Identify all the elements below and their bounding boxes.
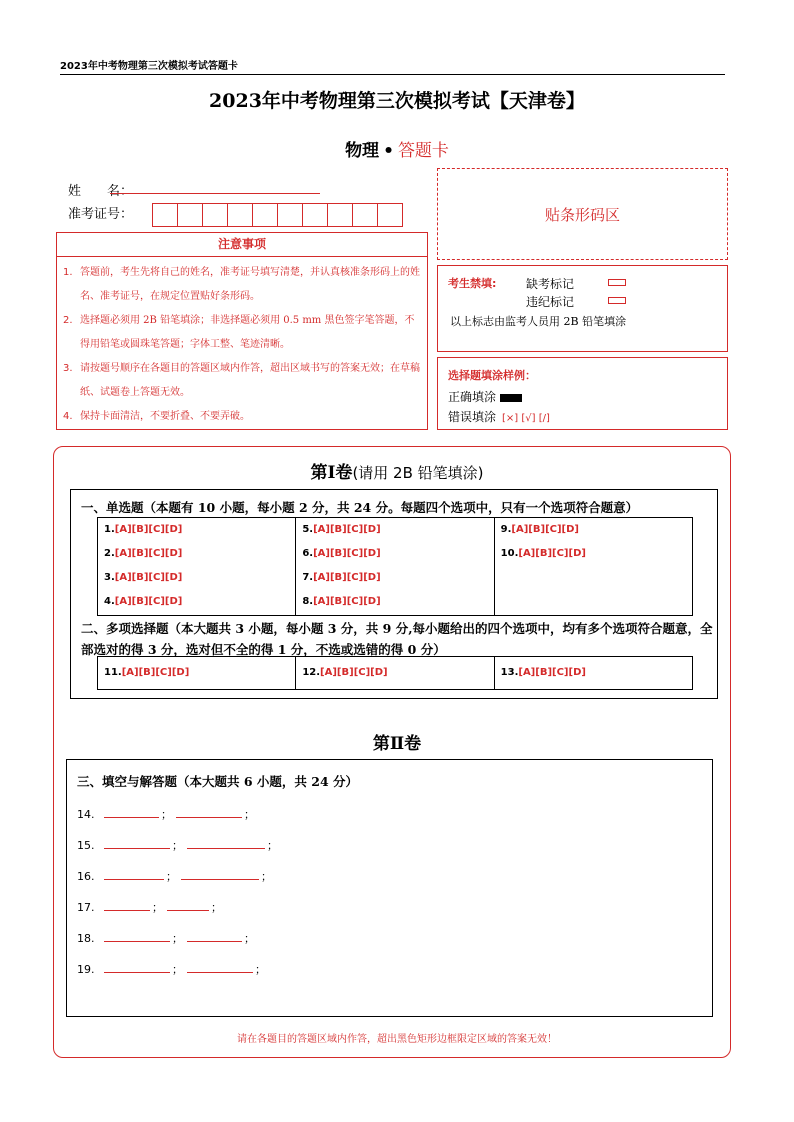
choice-question[interactable] xyxy=(302,594,493,618)
fill-in-row xyxy=(77,961,270,977)
choice-options[interactable]: [A][B][C][D] xyxy=(313,572,381,583)
exam-id-box[interactable] xyxy=(277,203,303,227)
notice-text: 选择题必须用 2B 铅笔填涂；非选择题必须用 0.5 mm 黑色签字笔答题，不得用铅笔或圆珠笔答题；字体工整、笔迹清晰。 xyxy=(80,315,415,350)
volume1-prefix: 第Ⅰ卷 xyxy=(310,463,353,483)
choice-question[interactable] xyxy=(104,594,295,618)
fill-sample-box xyxy=(437,357,728,430)
choice-question[interactable] xyxy=(104,546,295,570)
barcode-label: 贴条形码区 xyxy=(544,205,620,224)
choice-options[interactable]: [A][B][C][D] xyxy=(320,667,388,678)
wrong-fill-row xyxy=(448,408,550,425)
choice-options[interactable]: [A][B][C][D] xyxy=(121,667,190,678)
blank-separator: ； xyxy=(267,839,278,852)
exam-id-box[interactable] xyxy=(352,203,378,227)
choice-question[interactable] xyxy=(501,546,692,570)
question-num: 5. xyxy=(302,524,314,535)
answer-blank[interactable] xyxy=(104,963,170,973)
blank-separator: ； xyxy=(166,870,177,883)
blank-separator: ； xyxy=(161,808,172,821)
choice-question[interactable] xyxy=(104,665,295,689)
choice-column xyxy=(98,657,296,689)
question-num: 17. xyxy=(77,901,95,914)
absent-mark-label: 缺考标记 xyxy=(526,277,575,291)
choice-column xyxy=(495,518,692,615)
question-num: 12. xyxy=(302,667,321,678)
answer-blank[interactable] xyxy=(104,932,170,942)
choice-options[interactable]: [A][B][C][D] xyxy=(518,667,586,678)
exam-id-box[interactable] xyxy=(302,203,328,227)
question-num: 15. xyxy=(77,839,95,852)
question-num: 1. xyxy=(104,524,115,535)
fill-in-row xyxy=(77,899,226,915)
question-num: 2. xyxy=(104,548,115,559)
examiner-note: 以上标志由监考人员用 2B 铅笔填涂 xyxy=(450,315,627,328)
choice-options[interactable]: [A][B][C][D] xyxy=(114,548,183,559)
fill-in-row xyxy=(77,868,276,884)
exam-id-box[interactable] xyxy=(202,203,228,227)
exam-id-box[interactable] xyxy=(152,203,178,227)
name-label: 姓 名： xyxy=(68,184,134,199)
choice-options[interactable]: [A][B][C][D] xyxy=(518,548,586,559)
notice-heading: 注意事项 xyxy=(57,233,427,257)
fill-in-row xyxy=(77,806,259,822)
notice-num: 3. xyxy=(63,363,73,374)
question-num: 13. xyxy=(500,667,519,678)
notice-text: 答题前，考生先将自己的姓名，准考证号填写清楚，并认真核准条形码上的姓名、准考证号，在规定位置贴好条形码。 xyxy=(80,267,420,302)
volume1-title xyxy=(0,458,794,483)
question-num: 8. xyxy=(302,596,314,607)
choice-question[interactable] xyxy=(104,522,295,546)
answer-blank[interactable] xyxy=(167,901,209,911)
blank-separator: ； xyxy=(261,870,272,883)
page-title: 2023年中考物理第三次模拟考试【天津卷】 xyxy=(209,90,585,112)
subtitle xyxy=(0,136,794,161)
choice-question[interactable] xyxy=(302,570,493,594)
choice-column xyxy=(296,518,494,615)
single-choice-grid xyxy=(97,517,693,616)
blank-separator: ； xyxy=(152,901,163,914)
notice-item xyxy=(63,309,421,357)
answer-blank[interactable] xyxy=(104,901,150,911)
exam-id-box[interactable] xyxy=(377,203,403,227)
answer-blank[interactable] xyxy=(176,808,242,818)
question-num: 6. xyxy=(302,548,314,559)
single-choice-heading: 一、单选题（本题有 10 小题，每小题 2 分，共 24 分。每题四个选项中，只有一个选项符合题意） xyxy=(81,500,639,515)
fill-in-section xyxy=(66,759,713,1017)
question-num: 4. xyxy=(104,596,115,607)
choice-column xyxy=(98,518,296,615)
choice-question[interactable] xyxy=(302,665,493,689)
answer-blank[interactable] xyxy=(104,839,170,849)
subject-label: 物理 xyxy=(345,141,380,161)
choice-options[interactable]: [A][B][C][D] xyxy=(114,596,183,607)
blank-separator: ； xyxy=(255,963,266,976)
fill-in-row xyxy=(77,837,282,853)
question-num: 14. xyxy=(77,808,95,821)
choice-question[interactable] xyxy=(501,522,692,546)
choice-question[interactable] xyxy=(302,522,493,546)
fill-in-heading: 三、填空与解答题（本大题共 6 小题，共 24 分） xyxy=(77,774,359,789)
volume2-title: 第Ⅱ卷 xyxy=(372,734,422,754)
notice-item xyxy=(63,261,421,309)
answer-blank[interactable] xyxy=(187,932,242,942)
choice-options[interactable]: [A][B][C][D] xyxy=(313,524,381,535)
notice-num: 4. xyxy=(63,411,73,422)
notice-num: 2. xyxy=(63,315,73,326)
blank-separator: ； xyxy=(244,808,255,821)
exam-id-box[interactable] xyxy=(177,203,203,227)
wrong-fill-label: 错误填涂 xyxy=(448,410,497,424)
subtitle-dot: • xyxy=(383,141,394,161)
exam-id-box[interactable] xyxy=(227,203,253,227)
multi-choice-heading: 二、多项选择题（本大题共 3 小题，每小题 3 分，共 9 分,每小题给出的四个选项中，均有多个选项符合题意，全部选对的得 3 分，选对但不全的得 1 分，不选或选错的得 0 分） xyxy=(81,621,713,657)
examiner-only-title: 考生禁填: xyxy=(448,277,497,290)
answer-blank[interactable] xyxy=(104,808,159,818)
question-num: 19. xyxy=(77,963,95,976)
question-num: 18. xyxy=(77,932,95,945)
volume1-suffix: (请用 2B 铅笔填涂) xyxy=(352,464,484,482)
correct-fill-mark xyxy=(500,394,522,402)
notice-list xyxy=(57,257,427,429)
answer-blank[interactable] xyxy=(187,839,265,849)
answer-blank[interactable] xyxy=(181,870,259,880)
violation-mark-label: 违纪标记 xyxy=(526,295,575,309)
exam-id-label: 准考证号： xyxy=(68,207,134,222)
examiner-only-box xyxy=(437,265,728,352)
barcode-area xyxy=(437,168,728,260)
answer-blank[interactable] xyxy=(104,870,164,880)
wrong-fill-marks: [×] [√] [/] xyxy=(502,413,550,424)
choice-question[interactable] xyxy=(104,570,295,594)
question-num: 7. xyxy=(302,572,314,583)
footer-note: 请在各题目的答题区域内作答，超出黑色矩形边框限定区域的答案无效！ xyxy=(237,1034,557,1045)
answer-blank[interactable] xyxy=(187,963,253,973)
question-num: 11. xyxy=(104,667,122,678)
choice-column xyxy=(296,657,494,689)
exam-id-box[interactable] xyxy=(327,203,353,227)
choice-options[interactable]: [A][B][C][D] xyxy=(114,572,183,583)
card-label: 答题卡 xyxy=(397,141,449,161)
absent-mark-box[interactable] xyxy=(608,279,626,286)
choice-options[interactable]: [A][B][C][D] xyxy=(313,548,381,559)
blank-separator: ； xyxy=(172,963,183,976)
choice-column xyxy=(495,657,692,689)
choice-section xyxy=(70,489,718,699)
multi-choice-grid xyxy=(97,656,693,690)
notice-box xyxy=(56,232,428,430)
correct-fill-row xyxy=(448,388,522,405)
choice-options[interactable]: [A][B][C][D] xyxy=(511,524,579,535)
blank-separator: ； xyxy=(244,932,255,945)
question-num: 3. xyxy=(104,572,115,583)
fill-sample-title: 选择题填涂样例： xyxy=(448,369,536,382)
notice-num: 1. xyxy=(63,267,73,278)
blank-separator: ； xyxy=(172,932,183,945)
header-text: 2023年中考物理第三次模拟考试答题卡 xyxy=(60,57,725,75)
notice-item xyxy=(63,405,421,429)
notice-text: 请按题号顺序在各题目的答题区域内作答，超出区域书写的答案无效；在草稿纸、试题卷上答题无效。 xyxy=(80,363,420,398)
name-field[interactable] xyxy=(110,193,320,194)
violation-mark-box[interactable] xyxy=(608,297,626,304)
exam-id-boxes[interactable] xyxy=(152,203,402,227)
choice-question[interactable] xyxy=(501,665,692,689)
fill-in-row xyxy=(77,930,259,946)
correct-fill-label: 正确填涂 xyxy=(448,390,497,404)
notice-item xyxy=(63,357,421,405)
blank-separator: ； xyxy=(172,839,183,852)
choice-options[interactable]: [A][B][C][D] xyxy=(114,524,183,535)
choice-question[interactable] xyxy=(302,546,493,570)
question-num: 9. xyxy=(500,524,512,535)
question-num: 10. xyxy=(500,548,519,559)
notice-text: 保持卡面清洁，不要折叠、不要弄破。 xyxy=(80,411,250,422)
blank-separator: ； xyxy=(211,901,222,914)
question-num: 16. xyxy=(77,870,95,883)
choice-options[interactable]: [A][B][C][D] xyxy=(313,596,381,607)
exam-id-box[interactable] xyxy=(252,203,278,227)
